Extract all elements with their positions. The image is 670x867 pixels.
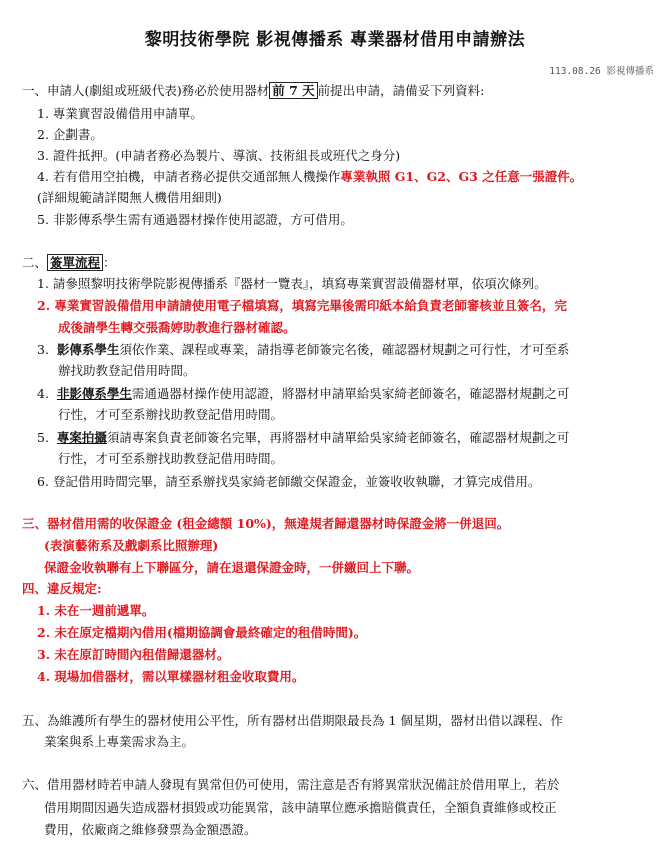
section-2-item-5-cont: 行性，才可至系辦找助教登記借用時間。 [58, 451, 284, 466]
revision-date: 113.08.26 影視傳播系 [549, 66, 654, 77]
section-2-item-2: 2. 專業實習設備借用申請請使用電子檔填寫，填寫完畢後需印紙本給負責老師審核並且簽名，完 [37, 298, 567, 313]
section-1-heading: 一、申請人(劇組或班級代表)務必於使用器材 前 7 天 前提出申請，請備妥下列資料: [22, 83, 485, 98]
section-4-heading: 四、違反規定: [22, 581, 102, 596]
section-1-item-5: 5. 非影傳系學生需有通過器材操作使用認證，方可借用。 [37, 212, 353, 227]
section-6-line-2: 借用期間因過失造成器材損毀或功能異常，該申請單位應承擔賠償責任，全額負責維修或校正 [44, 800, 557, 815]
section-4-item-2: 2. 未在原定檔期內借用(檔期協調會最終確定的租借時間)。 [37, 625, 367, 640]
section-5-line-2: 業案與系上專業需求為主。 [44, 734, 195, 749]
section-2-item-3-cont: 辦找助教登記借用時間。 [58, 363, 196, 378]
section-3-line-2: (表演藝術系及戲劇系比照辦理) [44, 538, 219, 553]
section-6-line-3: 費用，依廠商之維修發票為金額憑證。 [44, 822, 257, 837]
section-2-item-3: 3. 影傳系學生須依作業、課程或專業，請指導老師簽完名後，確認器材規劃之可行性，才可至系 [37, 342, 570, 357]
section-3-line-1: 三、器材借用需的收保證金 (租金總額 10%)，無違規者歸還器材時保證金將一併退回。 [22, 516, 510, 531]
section-4-item-4: 4. 現場加借器材，需以單樣器材租金收取費用。 [37, 669, 305, 684]
section-1-item-2: 2. 企劃書。 [37, 127, 103, 142]
section-3-line-3: 保證金收執聯有上下聯區分，請在退還保證金時，一併繳回上下聯。 [44, 560, 420, 575]
section-2-item-2-cont: 成後請學生轉交張喬婷助教進行器材確認。 [58, 320, 296, 335]
section-4-item-1: 1. 未在一週前遞單。 [37, 603, 155, 618]
section-2-item-5: 5. 專案拍攝須請專案負責老師簽名完畢，再將器材申請單給吳家綺老師簽名，確認器材規劃之可 [37, 430, 570, 445]
section-2-item-4-cont: 行性，才可至系辦找助教登記借用時間。 [58, 407, 284, 422]
section-2-item-4: 4. 非影傳系學生需通過器材操作使用認證，將器材申請單給吳家綺老師簽名，確認器材規劃之可 [37, 386, 570, 401]
section-2-item-6: 6. 登記借用時間完畢，請至系辦找吳家綺老師繳交保證金，並簽收收執聯，才算完成借用。 [37, 474, 541, 489]
document-title: 黎明技術學院 影視傳播系 專業器材借用申請辦法 [144, 30, 526, 50]
section-4-item-3: 3. 未在原訂時間內租借歸還器材。 [37, 647, 230, 662]
section-2-item-1: 1. 請參照黎明技術學院影視傳播系『器材一覽表』，填寫專業實習設備器材單，依項次條列。 [37, 276, 547, 291]
signing-process-box: 簽單流程 [47, 254, 103, 271]
section-6-line-1: 六、借用器材時若申請人發現有異常但仍可使用，需注意是否有將異常狀況備註於借用單上，若於 [22, 777, 560, 792]
section-5-line-1: 五、為維護所有學生的器材使用公平性，所有器材出借期限最長為 1 個星期，器材出借以課程、作 [22, 713, 563, 728]
section-1-item-1: 1. 專業實習設備借用申請單。 [37, 106, 203, 121]
section-1-item-4: 4. 若有借用空拍機，申請者務必提供交通部無人機操作專業執照 G1、G2、G3 之任意一張證件。 [37, 169, 583, 184]
drone-license-note: 專業執照 G1、G2、G3 之任意一張證件。 [340, 169, 583, 184]
section-1-item-3: 3. 證件抵押。(申請者務必為製片、導演、技術組長或班代之身分) [37, 148, 401, 163]
section-1-item-4-note: (詳細規範請詳閱無人機借用細則) [37, 190, 222, 205]
deadline-box: 前 7 天 [269, 82, 317, 99]
section-2-heading: 二、 簽單流程 ： [22, 255, 116, 270]
